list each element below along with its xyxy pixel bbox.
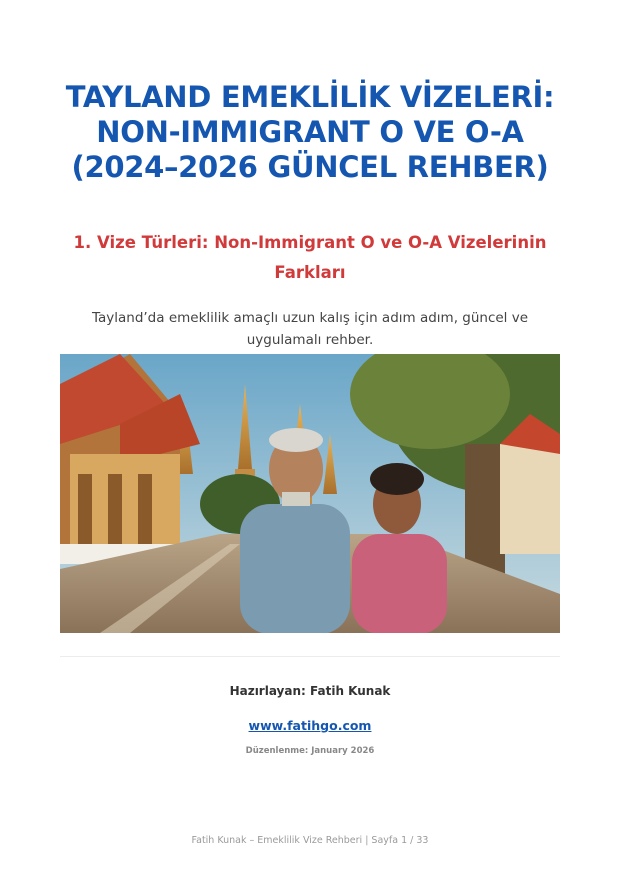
divider bbox=[60, 656, 560, 657]
edited-date: Düzenlenme: January 2026 bbox=[245, 746, 375, 756]
section-heading: 1. Vize Türleri: Non-Immigrant O ve O-A Vizelerinin Farkları bbox=[73, 233, 547, 282]
page-footer: Fatih Kunak – Emeklilik Vize Rehberi | Sayfa 1 / 33 bbox=[191, 835, 429, 846]
author-line: Hazırlayan: Fatih Kunak bbox=[229, 684, 391, 698]
website-container bbox=[60, 715, 560, 734]
hero-image bbox=[60, 354, 560, 633]
document-title: TAYLAND EMEKLİLİK VİZELERİ: NON-IMMIGRANT O VE O-A (2024–2026 GÜNCEL REHBER) bbox=[65, 80, 555, 184]
intro-text: Tayland’da emeklilik amaçlı uzun kalış için adım adım, güncel ve uygulamalı rehber. bbox=[91, 310, 529, 348]
website-link[interactable]: www.fatihgo.com bbox=[248, 718, 372, 733]
